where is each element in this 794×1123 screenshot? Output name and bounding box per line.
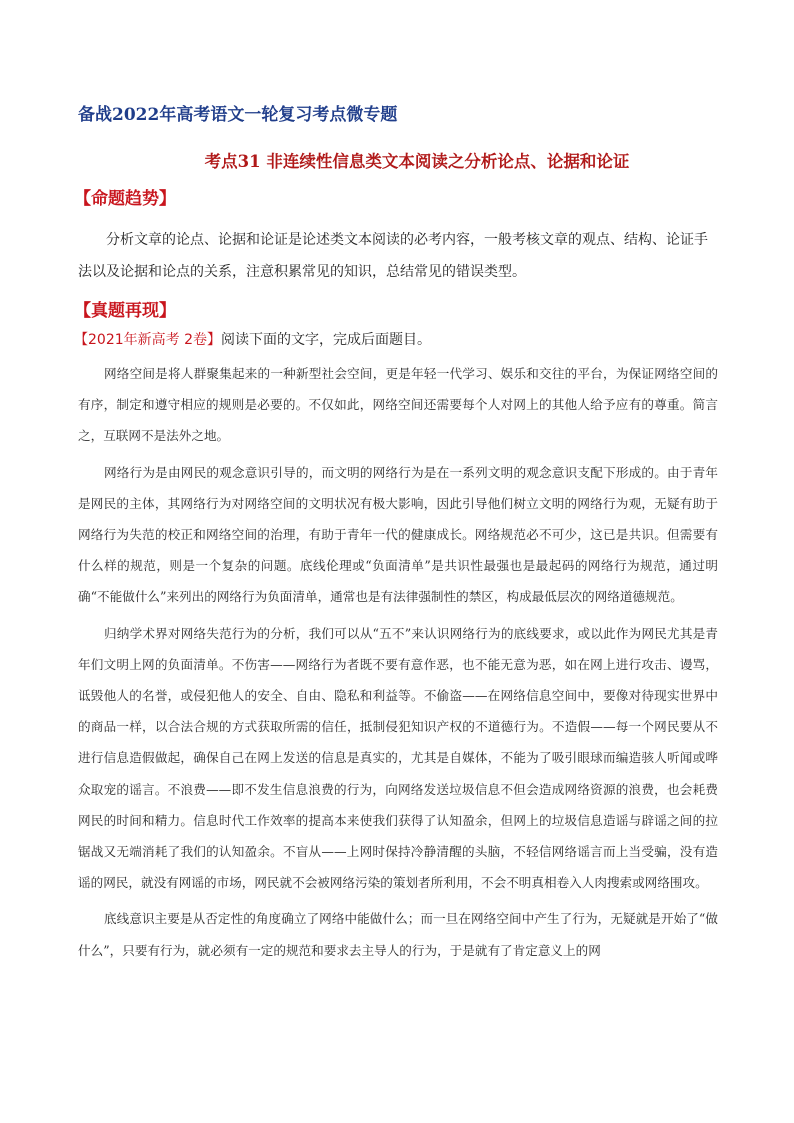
passage-paragraph: 底线意识主要是从否定性的角度确立了网络中能做什么；而一旦在网络空间中产生了行为，无疑就是开始了“做什么”，只要有行为，就必须有一定的规范和要求去主导人的行为，于是就有了肯定意义上的网 — [78, 911, 718, 958]
document-title: 备战2022年高考语文一轮复习考点微专题 — [78, 105, 398, 125]
section-heading-real-exam: 【真题再现】 — [74, 301, 176, 321]
topic-title: 考点31 非连续性信息类文本阅读之分析论点、论据和论证 — [204, 152, 630, 171]
passage-paragraph: 网络行为是由网民的观念意识引导的，而文明的网络行为是在一系列文明的观念意识支配下形成的。由于青年是网民的主体，其网络行为对网络空间的文明状况有极大影响，因此引导他们树立文明的网络行为观，无疑有助于网络行为失范的校正和网络空间的治理，有助于青年一代的健康成长。网络规范必不可少，这已是共识。但需要有什么样的规范，则是一个复杂的问题。底线伦理或“负面清单”是共识性最强也是最起码的网络行为规范，通过明确“不能做什么”来列出的网络行为负面清单，通常也是有法律强制性的禁区，构成最低层次的网络道德规范。 — [78, 464, 718, 605]
passage-paragraph: 网络空间是将人群聚集起来的一种新型社会空间，更是年轻一代学习、娱乐和交往的平台，为保证网络空间的有序，制定和遵守相应的规则是必要的。不仅如此，网络空间还需要每个人对网上的其他人给予应有的尊重。简言之，互联网不是法外之地。 — [78, 366, 718, 444]
passage-paragraph: 归纳学术界对网络失范行为的分析，我们可以从“五不”来认识网络行为的底线要求，或以此作为网民尤其是青年们文明上网的负面清单。不伤害——网络行为者既不要有意作恶，也不能无意为恶，如在网上进行攻击、谩骂，诋毁他人的名誉，或侵犯他人的安全、自由、隐私和利益等。不偷盗——在网络信息空间中，要像对待现实世界中的商品一样，以合法合规的方式获取所需的信任，抵制侵犯知识产权的不道德行为。不造假——每一个网民要从不进行信息造假做起，确保自己在网上发送的信息是真实的，尤其是自媒体，不能为了吸引眼球而编造骇人听闻或哗众取宠的谣言。不浪费——即不发生信息浪费的行为，向网络发送垃圾信息不但会造成网络资源的浪费，也会耗费网民的时间和精力。信息时代工作效率的提高本来使我们获得了认知盈余，但网上的垃圾信息造谣与辟谣之间的拉锯战又无端消耗了我们的认知盈余。不盲从——上网时保持冷静清醒的头脑，不轻信网络谣言而上当受骗，没有造谣的网民，就没有网谣的市场，网民就不会被网络污染的策划者所利用，不会不明真相卷入人肉搜索或网络围攻。 — [78, 625, 718, 891]
trend-paragraph: 分析文章的论点、论据和论证是论述类文本阅读的必考内容，一般考核文章的观点、结构、论证手法以及论据和论点的关系，注意积累常见的知识，总结常见的错误类型。 — [78, 232, 708, 280]
section-heading-trend: 【命题趋势】 — [74, 189, 176, 209]
question-instruction: 阅读下面的文字，完成后面题目。 — [221, 332, 431, 348]
question-source-line — [74, 329, 431, 349]
reading-passage — [78, 358, 718, 971]
exam-source-tag: 【2021年新高考 2卷】 — [74, 332, 221, 348]
